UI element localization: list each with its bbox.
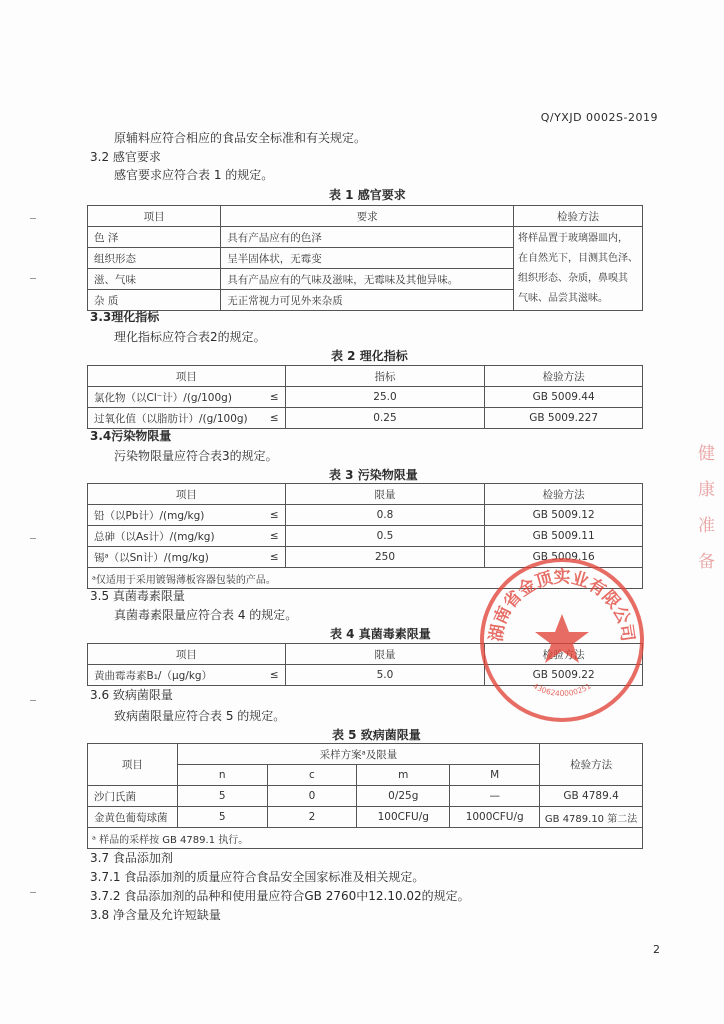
comparison-symbol: ≤	[257, 505, 285, 526]
subheader-M: M	[450, 765, 540, 786]
value-cell: 0.25	[285, 408, 485, 429]
table-note: ᵃ 样品的采样按 GB 4789.1 执行。	[88, 828, 643, 849]
M-cell: —	[450, 786, 540, 807]
table-header-cell: 检验方法	[485, 644, 643, 665]
value-cell: 0.5	[285, 526, 485, 547]
table-header-cell: 指标	[285, 366, 485, 387]
standard-code: Q/YXJD 0002S-2019	[540, 111, 658, 124]
section-3-4-text: 污染物限量应符合表3的规定。	[114, 449, 278, 463]
table-header-cell: 限量	[285, 484, 485, 505]
seal-text: 湖南省金顶实业有限公司	[486, 567, 638, 643]
method-cell: GB 5009.22	[485, 665, 643, 686]
seal-star	[535, 614, 589, 663]
m-cell: 0/25g	[357, 786, 450, 807]
c-cell: 2	[267, 807, 357, 828]
table-2-caption: 表 2 理化指标	[331, 349, 408, 363]
method-line: 组织形态、杂质，鼻嗅其	[517, 272, 628, 284]
requirement-cell: 具有产品应有的气味及滋味，无霉味及其他异味。	[221, 269, 514, 290]
n-cell: 5	[177, 807, 267, 828]
table-header-cell: 项目	[88, 644, 286, 665]
m-cell: 100CFU/g	[357, 807, 450, 828]
section-3-7-2: 3.7.2 食品添加剂的品种和使用量应符合GB 2760中12.10.02的规定。	[90, 889, 470, 903]
table-row	[88, 387, 643, 408]
table-header-cell: 项目	[88, 484, 286, 505]
section-3-3-heading: 3.3理化指标	[90, 310, 160, 324]
requirement-cell: 无正常视力可见外来杂质	[221, 290, 514, 311]
requirement-cell: 具有产品应有的色泽	[221, 227, 514, 248]
method-cell: GB 5009.44	[485, 387, 643, 408]
table-header-cell: 限量	[285, 644, 485, 665]
table-row	[88, 408, 643, 429]
item-cell: 总砷（以As计）/(mg/kg)	[88, 526, 258, 547]
method-cell	[513, 227, 642, 311]
item-cell: 铅（以Pb计）/(mg/kg)	[88, 505, 258, 526]
table-1-caption: 表 1 感官要求	[329, 188, 406, 202]
section-3-4-heading: 3.4污染物限量	[90, 429, 172, 443]
item-cell: 组织形态	[88, 248, 221, 269]
section-3-3-text: 理化指标应符合表2的规定。	[114, 330, 266, 344]
item-cell: 杂 质	[88, 290, 221, 311]
subheader-n: n	[177, 765, 267, 786]
item-cell: 锡ᵃ（以Sn计）/(mg/kg)	[88, 547, 258, 568]
method-line: 将样品置于玻璃器皿内，	[517, 232, 628, 244]
item-cell: 黄曲霉毒素B₁/（μg/kg）	[88, 665, 258, 686]
table-header-cell: 检验方法	[540, 744, 643, 786]
table-header-cell: 采样方案ᵃ及限量	[177, 744, 539, 765]
subheader-c: c	[267, 765, 357, 786]
section-3-6-text: 致病菌限量应符合表 5 的规定。	[114, 709, 286, 723]
table-note: ᵃ仅适用于采用镀锡薄板容器包装的产品。	[88, 568, 643, 589]
subheader-m: m	[357, 765, 450, 786]
seal-code: 4306240000251	[531, 681, 593, 698]
comparison-symbol: ≤	[257, 526, 285, 547]
n-cell: 5	[177, 786, 267, 807]
comparison-symbol: ≤	[257, 547, 285, 568]
comparison-symbol: ≤	[257, 408, 285, 429]
method-cell: GB 5009.11	[485, 526, 643, 547]
table-header-cell: 项目	[88, 206, 221, 227]
c-cell: 0	[267, 786, 357, 807]
table-1-sensory	[87, 205, 643, 311]
table-row	[88, 227, 643, 248]
section-3-5-text: 真菌毒素限量应符合表 4 的规定。	[114, 608, 298, 622]
table-3-caption: 表 3 污染物限量	[329, 468, 418, 482]
section-3-5-heading: 3.5 真菌毒素限量	[90, 589, 185, 603]
method-cell: GB 5009.12	[485, 505, 643, 526]
comparison-symbol: ≤	[257, 665, 285, 686]
item-cell: 过氧化值（以脂肪计）/(g/100g)	[88, 408, 258, 429]
requirement-cell: 呈半固体状，无霉变	[221, 248, 514, 269]
table-row	[88, 526, 643, 547]
edge-stamp-fragment: 健康 准备	[698, 444, 715, 572]
table-header-cell: 项目	[88, 744, 178, 786]
method-line: 在自然光下，目测其色泽、	[517, 252, 638, 264]
section-3-8-heading: 3.8 净含量及允许短缺量	[90, 908, 221, 922]
section-3-7-heading: 3.7 食品添加剂	[90, 851, 173, 865]
table-header-cell: 检验方法	[485, 484, 643, 505]
item-cell: 滋、气味	[88, 269, 221, 290]
value-cell: 25.0	[285, 387, 485, 408]
table-row	[88, 505, 643, 526]
table-header-cell: 要求	[221, 206, 514, 227]
method-cell: GB 5009.16	[485, 547, 643, 568]
method-cell: GB 4789.4	[540, 786, 643, 807]
table-header-cell: 检验方法	[513, 206, 642, 227]
item-cell: 色 泽	[88, 227, 221, 248]
value-cell: 0.8	[285, 505, 485, 526]
table-5-caption: 表 5 致病菌限量	[332, 728, 421, 742]
item-cell: 沙门氏菌	[88, 786, 178, 807]
section-3-6-heading: 3.6 致病菌限量	[90, 688, 173, 702]
section-3-2-heading: 3.2 感官要求	[90, 150, 161, 164]
table-header-cell: 项目	[88, 366, 286, 387]
item-cell: 金黄色葡萄球菌	[88, 807, 178, 828]
section-3-2-text: 感官要求应符合表 1 的规定。	[114, 168, 274, 182]
table-5-pathogens	[87, 743, 643, 849]
company-seal	[478, 556, 646, 724]
table-4-caption: 表 4 真菌毒素限量	[330, 627, 431, 641]
comparison-symbol: ≤	[257, 387, 285, 408]
method-cell: GB 4789.10 第二法	[540, 807, 643, 828]
table-header-cell: 检验方法	[485, 366, 643, 387]
intro-line: 原辅料应符合相应的食品安全标准和有关规定。	[114, 131, 367, 145]
value-cell: 250	[285, 547, 485, 568]
table-row	[88, 807, 643, 828]
table-2-physicochemical	[87, 365, 643, 429]
page-number: 2	[653, 943, 660, 956]
item-cell: 氯化物（以Cl⁻计）/(g/100g)	[88, 387, 258, 408]
method-line: 气味、品尝其滋味。	[517, 292, 608, 304]
section-3-7-1: 3.7.1 食品添加剂的质量应符合食品安全国家标准及相关规定。	[90, 870, 425, 884]
value-cell: 5.0	[285, 665, 485, 686]
M-cell: 1000CFU/g	[450, 807, 540, 828]
table-row	[88, 786, 643, 807]
method-cell: GB 5009.227	[485, 408, 643, 429]
